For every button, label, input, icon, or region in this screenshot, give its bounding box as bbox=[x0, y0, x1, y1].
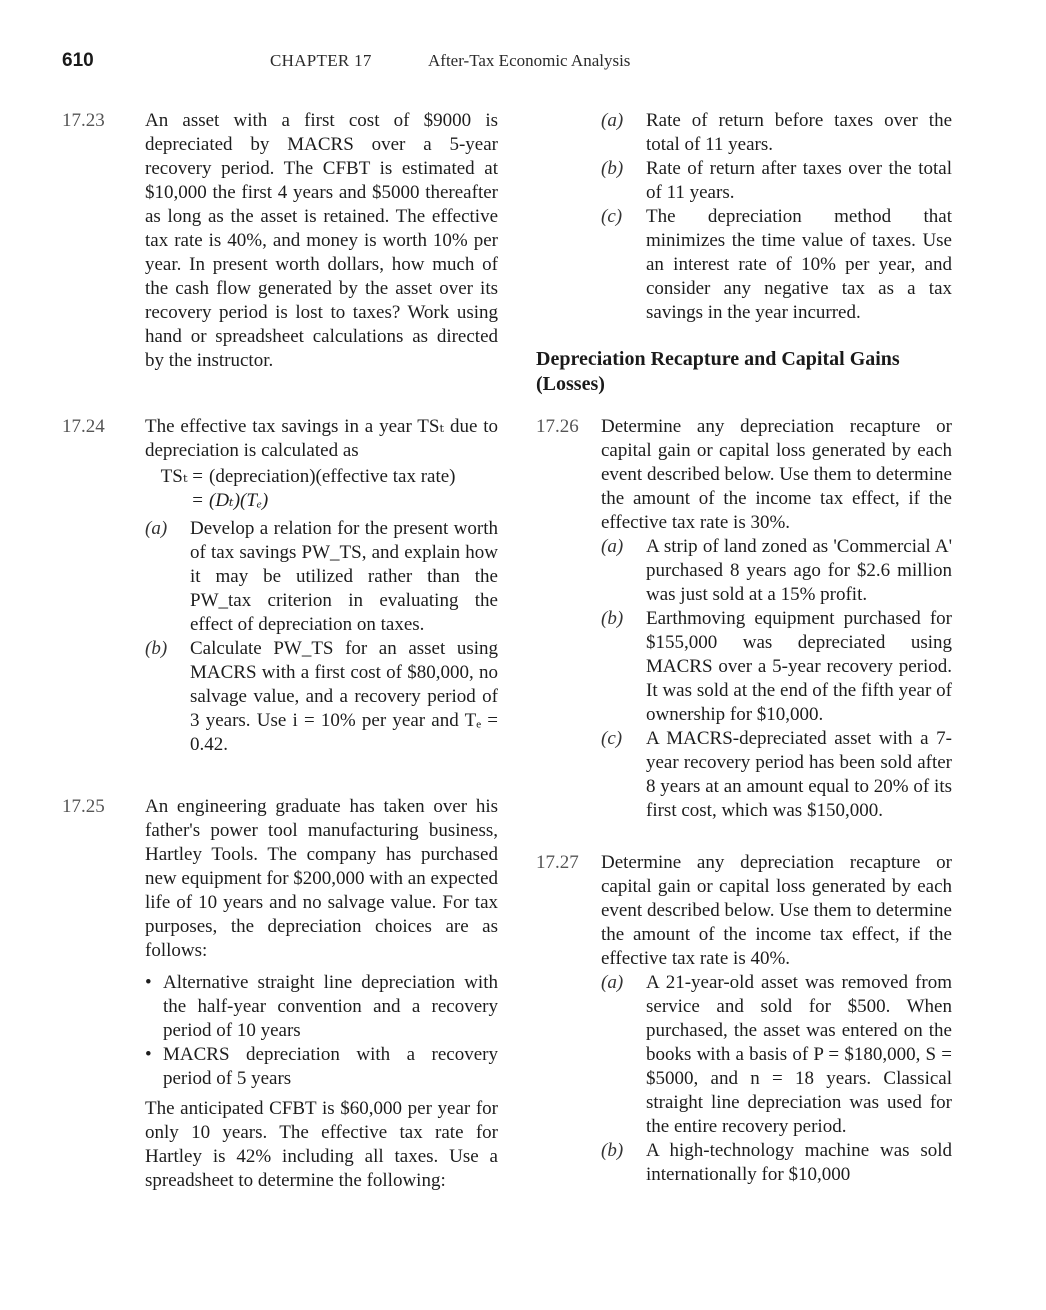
subpart-label: (b) bbox=[601, 1140, 624, 1161]
subpart-b bbox=[145, 637, 498, 757]
problem-17-27 bbox=[536, 851, 952, 1187]
subpart-text: A high-technology machine was sold internationally for $10,000 bbox=[646, 1140, 952, 1185]
section-title: After-Tax Economic Analysis bbox=[428, 51, 631, 70]
problem-number: 17.23 bbox=[62, 110, 105, 131]
subpart-text: Calculate PW_TS for an asset using MACRS with a first cost of $80,000, no salvage value, and a recovery period of 3 years. Use i = 10% per year and Tₑ = 0.42. bbox=[190, 638, 498, 755]
list-item bbox=[145, 1043, 498, 1091]
section-heading: Depreciation Recapture and Capital Gains (Losses) bbox=[536, 348, 900, 395]
problem-17-26 bbox=[536, 415, 952, 823]
running-header bbox=[270, 51, 631, 71]
subpart-label: (a) bbox=[601, 972, 624, 993]
equation-rhs: (Dₜ)(Tₑ) bbox=[209, 490, 269, 511]
subpart-text: Rate of return after taxes over the total of 11 years. bbox=[646, 158, 952, 203]
problem-text: The effective tax savings in a year TSₜ due to depreciation is calculated as bbox=[145, 416, 498, 461]
equation-rhs: (depreciation)(effective tax rate) bbox=[209, 466, 456, 487]
problem-text: Determine any depreciation recapture or capital gain or capital loss generated by each event described below. Use them to determine the amount of the income tax effect, if the effective tax rate is 40%. bbox=[601, 852, 952, 969]
subpart-text: Rate of return before taxes over the total of 11 years. bbox=[646, 110, 952, 155]
subpart-label: (a) bbox=[601, 536, 624, 557]
problem-text: An engineering graduate has taken over his father's power tool manufacturing business, Hartley Tools. The company has purchased new equipment for $200,000 with an expected life of 10 years and no salvage value. For tax purposes, the depreciation choices are as follows: bbox=[145, 796, 498, 961]
depreciation-choices-list bbox=[145, 971, 498, 1091]
problem-number: 17.25 bbox=[62, 796, 105, 817]
subpart-c bbox=[601, 205, 952, 325]
chapter-label: CHAPTER 17 bbox=[270, 51, 372, 70]
bullet-icon: • bbox=[145, 1044, 152, 1065]
subpart-label: (b) bbox=[601, 158, 624, 179]
tax-savings-equation bbox=[145, 465, 498, 513]
bullet-icon: • bbox=[145, 972, 152, 993]
problem-17-24 bbox=[62, 415, 498, 757]
subpart-label: (a) bbox=[601, 110, 624, 131]
subpart-text: The depreciation method that minimizes the time value of taxes. Use an interest rate of 10% per year, and consider any negative tax as a tax savings in the year incurred. bbox=[646, 206, 952, 323]
problem-number: 17.26 bbox=[536, 416, 579, 437]
problem-17-23 bbox=[62, 109, 498, 373]
right-column bbox=[536, 109, 952, 1187]
subpart-text: A 21-year-old asset was removed from service and sold for $500. When purchased, the asset was entered on the books with a basis of P = $180,000, S = $5000, and n = 18 years. Classical straight line depreciation was used for the entire recovery period. bbox=[646, 972, 952, 1137]
subpart-label: (b) bbox=[601, 608, 624, 629]
subpart-b bbox=[601, 1139, 952, 1187]
page-number: 610 bbox=[62, 50, 94, 71]
subpart-text: Earthmoving equipment purchased for $155,000 was depreciated using MACRS over a 5-year recovery period. It was sold at the end of the fifth year of ownership for $10,000. bbox=[646, 608, 952, 725]
subpart-a bbox=[601, 109, 952, 157]
problem-17-25 bbox=[62, 795, 498, 1193]
equation-lhs: TSₜ = bbox=[160, 466, 203, 487]
subpart-label: (a) bbox=[145, 518, 168, 539]
equation-lhs: = bbox=[192, 490, 203, 511]
problem-number: 17.27 bbox=[536, 852, 579, 873]
subpart-label: (c) bbox=[601, 728, 623, 749]
subpart-b bbox=[601, 607, 952, 727]
subpart-b bbox=[601, 157, 952, 205]
problem-text: An asset with a first cost of $9000 is depreciated by MACRS over a 5-year recovery period. The CFBT is estimated at $10,000 the first 4 years and $5000 thereafter as long as the asset is retained. The effective tax rate is 40%, and money is worth 10% per year. In present worth dollars, how much of the cash flow generated by the asset over its recovery period is lost to taxes? Work using hand or spreadsheet calculations as directed by the instructor. bbox=[145, 110, 498, 371]
list-item bbox=[145, 971, 498, 1043]
list-item-text: MACRS depreciation with a recovery period of 5 years bbox=[163, 1044, 498, 1089]
list-item-text: Alternative straight line depreciation with the half-year convention and a recovery period of 10 years bbox=[163, 972, 498, 1041]
problem-number: 17.24 bbox=[62, 416, 105, 437]
subpart-c bbox=[601, 727, 952, 823]
subpart-label: (c) bbox=[601, 206, 623, 227]
subpart-a bbox=[601, 535, 952, 607]
subpart-label: (b) bbox=[145, 638, 168, 659]
problem-17-25-continued bbox=[536, 109, 952, 325]
subpart-text: A strip of land zoned as 'Commercial A' purchased 8 years ago for $2.6 million was just sold at a 15% profit. bbox=[646, 536, 952, 605]
left-column bbox=[62, 109, 498, 1193]
problem-text: The anticipated CFBT is $60,000 per year for only 10 years. The effective tax rate for Hartley is 42% including all taxes. Use a spreadsheet to determine the following: bbox=[145, 1098, 498, 1191]
subpart-a bbox=[601, 971, 952, 1139]
subpart-text: A MACRS-depreciated asset with a 7-year recovery period has been sold after 8 years at an amount equal to 20% of its first cost, which was $150,000. bbox=[646, 728, 952, 821]
problem-text: Determine any depreciation recapture or capital gain or capital loss generated by each event described below. Use them to determine the amount of the income tax effect, if the effective tax rate is 30%. bbox=[601, 416, 952, 533]
subpart-text: Develop a relation for the present worth of tax savings PW_TS, and explain how it may be utilized rather than the PW_tax criterion in evaluating the effect of depreciation on taxes. bbox=[190, 518, 498, 635]
subpart-a bbox=[145, 517, 498, 637]
